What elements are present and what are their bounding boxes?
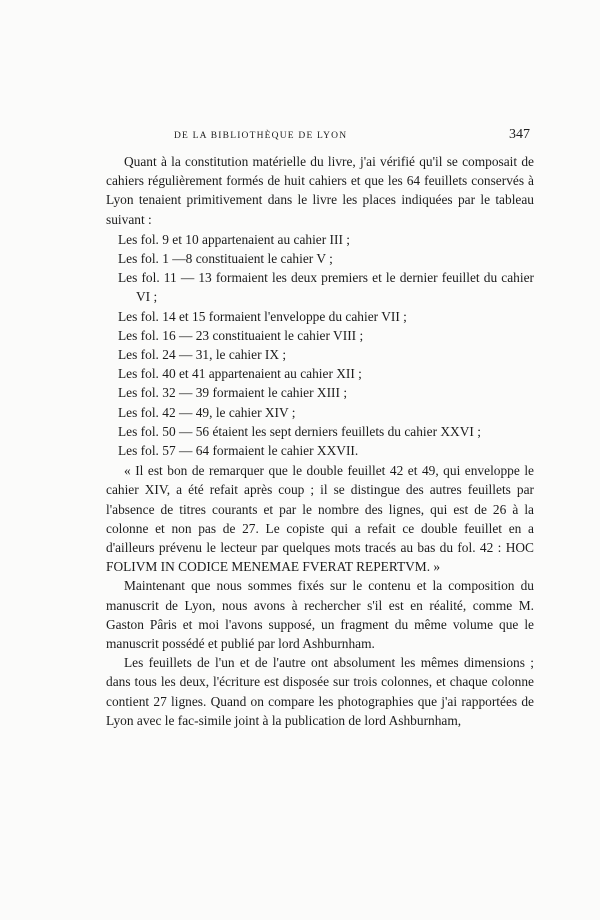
paragraph: Maintenant que nous sommes fixés sur le contenu et la composition du manuscrit de Lyon, nous avons à rechercher s'il est en réalité, comme M. Gaston Pâris et moi l'avons supposé, un fragment du même volume que le manuscrit possédé et publié par lord Ashburnham. — [106, 578, 534, 652]
page-header — [120, 128, 530, 146]
paragraph: « Il est bon de remarquer que le double feuillet 42 et 49, qui enveloppe le cahier XIV, a été refait après coup ; il se distingue des autres feuillets par l'absence de titres courants et par le nombre des lignes, qui est de 26 à la colonne et non pas de 27. Le copiste qui a refait ce double feuillet en a d'ailleurs prévenu le lecteur par quelques mots tracés au bas du fol. 42 : HOC FOLIVM IN CODICE MENEMAE FVERAT REPERTVM. » — [106, 463, 534, 575]
running-title: DE LA BIBLIOTHÈQUE DE LYON — [174, 131, 348, 141]
body-text — [106, 152, 534, 730]
folio-list — [106, 230, 534, 460]
list-item: Les fol. 32 — 39 formaient le cahier XIII ; — [118, 385, 348, 401]
list-item: Les fol. 50 — 56 étaient les sept derniers feuillets du cahier XXVI ; — [118, 423, 481, 439]
list-item: Les fol. 16 — 23 constituaient le cahier VIII ; — [118, 327, 364, 343]
list-item: Les fol. 57 — 64 formaient le cahier XXVII. — [118, 443, 359, 459]
paragraph: Quant à la constitution matérielle du livre, j'ai vérifié qu'il se composait de cahiers régulièrement formés de huit cahiers et que les 64 feuillets conservés à Lyon tenaient primitivement dans le livre les places indiquées par le tableau suivant : — [106, 154, 534, 227]
list-item: Les fol. 24 — 31, le cahier IX ; — [118, 347, 287, 363]
list-item: Les fol. 9 et 10 appartenaient au cahier III ; — [118, 231, 350, 247]
page-number: 347 — [509, 127, 530, 142]
list-item: Les fol. 14 et 15 formaient l'enveloppe du cahier VII ; — [118, 308, 407, 324]
list-item: Les fol. 11 — 13 formaient les deux premiers et le dernier feuillet du cahier VI ; — [118, 270, 534, 305]
list-item: Les fol. 42 — 49, le cahier XIV ; — [118, 404, 296, 420]
paragraph: Les feuillets de l'un et de l'autre ont absolument les mêmes dimensions ; dans tous les deux, l'écriture est disposée sur trois colonnes, et chaque colonne contient 27 lignes. Quand on compare les photographies que j'ai rapportées de Lyon avec le fac-simile joint à la publication de lord Ashburnham, — [106, 655, 534, 728]
list-item: Les fol. 40 et 41 appartenaient au cahier XII ; — [118, 366, 362, 382]
list-item: Les fol. 1 —8 constituaient le cahier V ; — [118, 251, 333, 267]
